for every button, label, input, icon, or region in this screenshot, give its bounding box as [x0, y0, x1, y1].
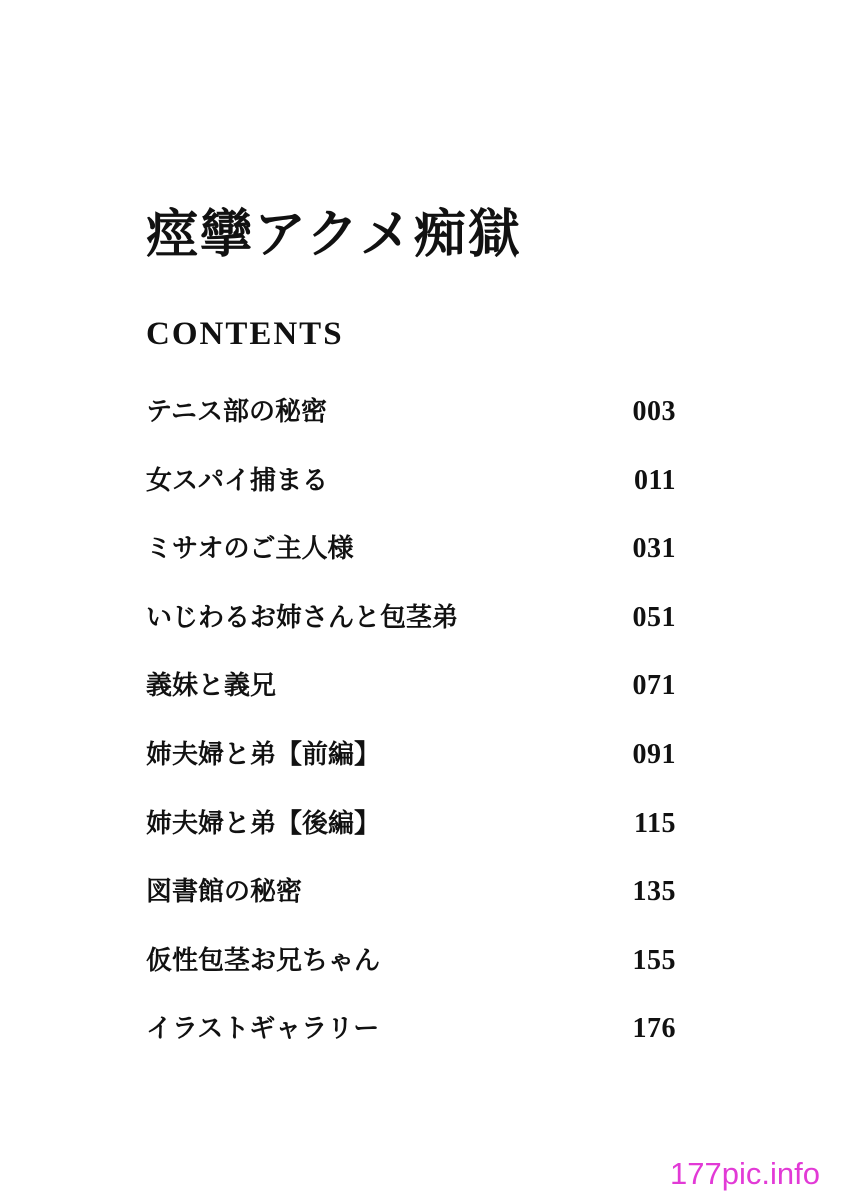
- table-of-contents: [146, 390, 676, 1076]
- toc-entry: [146, 459, 676, 528]
- toc-entry-page: 155: [632, 944, 676, 976]
- toc-entry-title: 仮性包茎お兄ちゃん: [146, 945, 381, 976]
- book-title: 痙攣アクメ痴獄: [146, 204, 522, 265]
- toc-entry-title: 姉夫婦と弟【前編】: [146, 739, 381, 770]
- toc-entry-page: 091: [632, 738, 676, 770]
- toc-entry-title: テニス部の秘密: [146, 397, 327, 427]
- toc-entry-title: いじわるお姉さんと包茎弟: [146, 602, 459, 633]
- toc-entry-page: 003: [632, 396, 676, 427]
- toc-entry-page: 031: [632, 533, 676, 565]
- site-watermark: 177pic.info: [670, 1156, 820, 1191]
- toc-entry: [146, 596, 676, 665]
- toc-entry-title: ミサオのご主人様: [146, 534, 354, 565]
- toc-entry-title: 姉夫婦と弟【後編】: [146, 808, 381, 839]
- contents-heading: CONTENTS: [146, 316, 344, 352]
- toc-entry: [146, 870, 676, 939]
- toc-entry: [146, 802, 676, 871]
- toc-entry-title: 女スパイ捕まる: [146, 465, 329, 496]
- toc-entry-page: 051: [632, 601, 676, 633]
- toc-entry-page: 135: [632, 876, 676, 908]
- toc-entry-page: 115: [634, 807, 676, 839]
- toc-entry-page: 011: [634, 464, 676, 496]
- toc-entry-title: 義妹と義兄: [146, 671, 277, 702]
- toc-entry-page: 071: [632, 670, 676, 702]
- toc-entry-title: イラストギャラリー: [146, 1014, 380, 1045]
- toc-entry-page: 176: [632, 1013, 676, 1045]
- toc-entry: [146, 1007, 676, 1076]
- toc-entry: [146, 733, 676, 802]
- toc-entry: [146, 390, 676, 459]
- toc-entry: [146, 939, 676, 1008]
- toc-entry-title: 図書館の秘密: [146, 877, 303, 908]
- toc-entry: [146, 664, 676, 733]
- toc-entry: [146, 527, 676, 596]
